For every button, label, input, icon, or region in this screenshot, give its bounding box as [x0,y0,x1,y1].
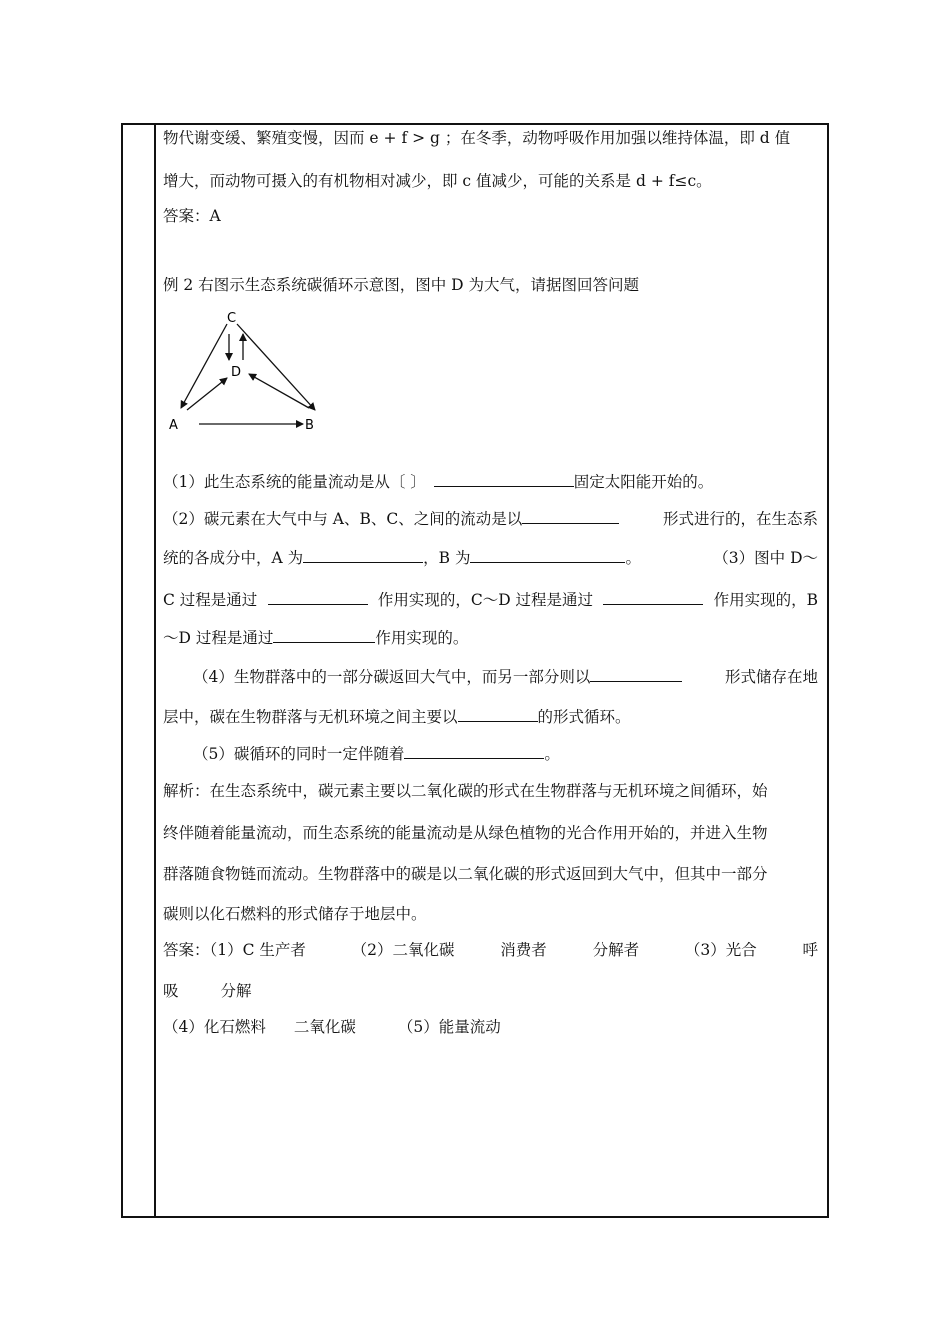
node-b: B [305,418,314,433]
answer-item: （5）能量流动 [397,1018,501,1036]
answer-item: 消费者 [500,941,547,959]
question-text: 。 [625,549,641,567]
question-text: 层中，碳在生物群落与无机环境之间主要以 [163,708,458,726]
answer-line [163,206,221,226]
question-text: ～D 过程是通过 [163,629,274,647]
analysis-line [163,904,427,924]
question-text: 作用实现的，C～D 过程是通过 [377,591,594,609]
arrow-b-to-d [249,374,309,408]
answer-item: （1）C 生产者 [209,941,306,959]
answer-item: 分解 [220,982,252,1000]
answer-blank [603,590,703,605]
question-text: 作用实现的，B [713,591,818,609]
paragraph-text: 物代谢变缓、繁殖变慢，因而 e + f > g ；在冬季，动物呼吸作用加强以维持体温，即 d 值 [163,129,791,147]
answer-blank [590,667,682,682]
answer-blank [268,590,368,605]
answer-item: 分解者 [592,941,640,959]
arrow-a-to-d [187,378,227,410]
node-a: A [169,418,178,433]
answer-blank [458,707,538,722]
answer-item: （3）光合 [684,941,757,959]
question-3-line-2 [163,628,468,648]
answer-blank [434,472,574,487]
question-text: 形式进行的，在生态系 [662,510,818,528]
answer-item: （2）二氧化碳 [351,941,455,959]
answer-item: 吸 [163,982,179,1000]
answers-label: 答案： [163,941,210,959]
question-5 [163,744,560,764]
answer-blank [303,548,423,563]
question-2-line-2 [163,548,818,568]
analysis-text: 碳则以化石燃料的形式储存于地层中。 [163,905,427,923]
question-text: 作用实现的。 [375,629,469,647]
answers-line-1 [163,940,818,960]
question-text: 。 [544,745,560,763]
question-4-line-2 [163,707,631,727]
question-text: （2）碳元素在大气中与 A、B、C、之间的流动是以 [163,510,523,528]
analysis-line [163,823,818,843]
example-title-text: 例 2 右图示生态系统碳循环示意图，图中 D 为大气，请据图回答问题 [163,276,639,294]
answer-blank [470,548,625,563]
analysis-line [163,864,818,884]
answers-line-3 [163,1017,501,1037]
answer-item: （4）化石燃料 [163,1018,266,1036]
analysis-text: 解析：在生态系统中，碳元素主要以二氧化碳的形式在生物群落与无机环境之间循环，始 [163,782,768,800]
question-text: C 过程是通过 [163,591,258,609]
arrow-c-to-a [181,324,227,408]
question-text: （5）碳循环的同时一定伴随着 [193,745,405,763]
paragraph-line [163,128,818,148]
carbon-cycle-diagram [163,304,333,434]
paragraph-text: 增大，而动物可摄入的有机物相对减少，即 c 值减少，可能的关系是 d + f≤c。 [163,172,712,190]
question-text: （4）生物群落中的一部分碳返回大气中，而另一部分则以 [193,668,591,686]
analysis-text: 终伴随着能量流动，而生态系统的能量流动是从绿色植物的光合作用开始的，并进入生物 [163,824,768,842]
question-text: （1）此生态系统的能量流动是从〔 〕 [163,473,426,491]
node-d: D [231,365,242,380]
answer-item: 二氧化碳 [293,1018,356,1036]
arrow-c-to-b [237,324,315,410]
question-1 [163,472,713,492]
question-text: （3）图中 D～ [713,549,818,567]
table-column-divider [154,123,156,1218]
question-2-line-1 [163,509,818,529]
answer-blank [404,744,544,759]
question-text: 的形式循环。 [537,708,631,726]
question-text: 形式储存在地 [724,668,818,686]
answer-text: 答案：A [163,207,221,225]
question-3-line-1 [163,590,818,610]
analysis-text: 群落随食物链而流动。生物群落中的碳是以二氧化碳的形式返回到大气中，但其中一部分 [163,865,768,883]
question-4-line-1 [163,667,818,687]
question-text: ，B 为 [423,549,471,567]
analysis-line [163,781,818,801]
example-title [163,275,639,295]
question-text: 统的各成分中，A 为 [163,549,304,567]
answer-blank [522,509,619,524]
node-c: C [227,311,237,326]
question-text: 固定太阳能开始的。 [573,473,714,491]
paragraph-line [163,171,712,191]
answers-line-2 [163,981,252,1001]
answer-blank [273,628,375,643]
answer-item: 呼 [802,941,818,959]
